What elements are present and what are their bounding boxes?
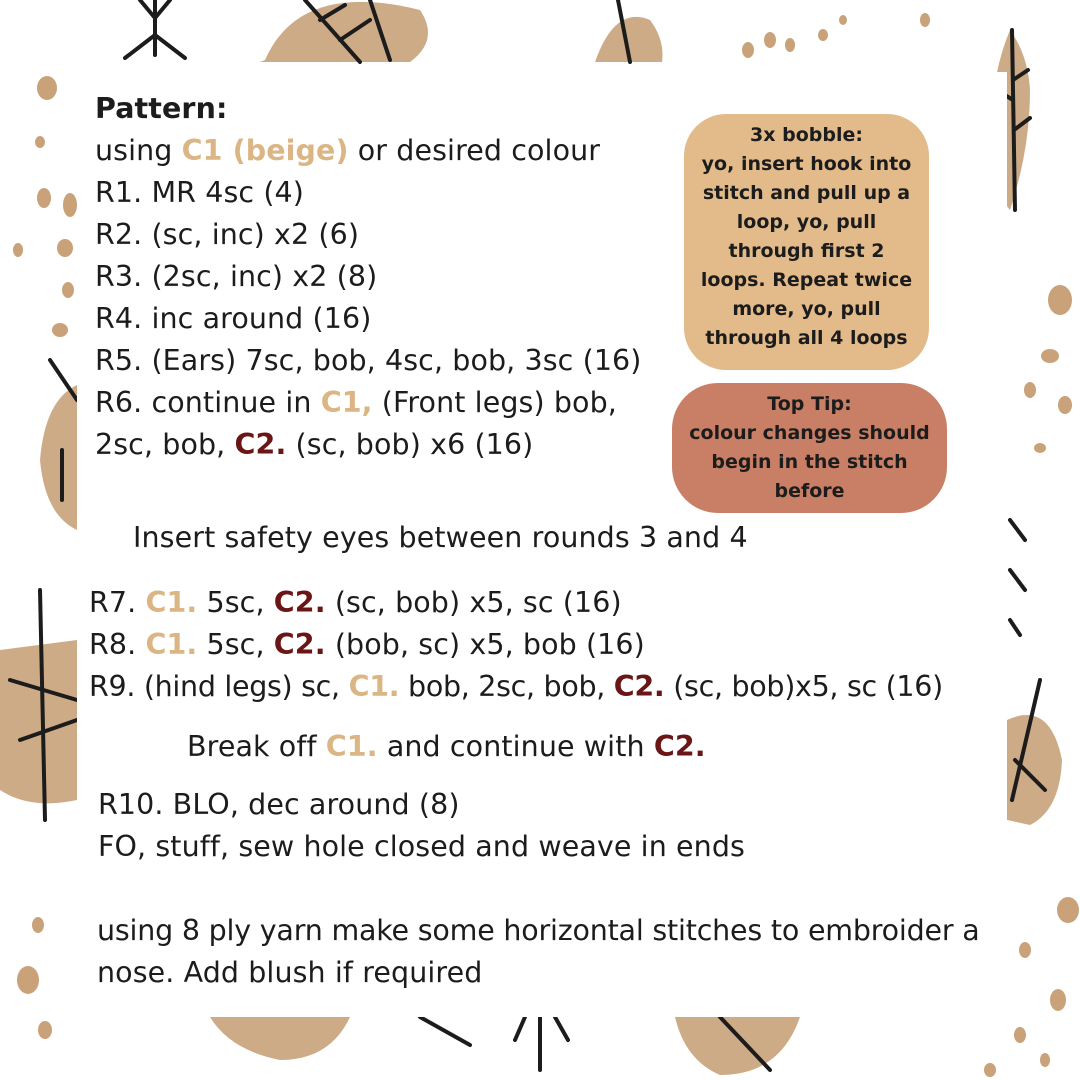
round-8-text: (bob, sc) x5, bob (16) [325, 628, 645, 661]
colour-c1-label: C1. [145, 586, 198, 619]
colour-c1-label: C1. [145, 628, 198, 661]
dot-icon [1048, 285, 1072, 315]
round-6-line-2 [95, 428, 533, 462]
colour-c1-label: C1 (beige) [181, 134, 349, 167]
dot-icon [35, 136, 45, 148]
leaf-right-low-icon [1007, 715, 1062, 825]
dot-icon [984, 1063, 996, 1077]
dot-icon [742, 42, 754, 58]
dot-icon [839, 15, 847, 25]
top-tip-box [672, 383, 947, 513]
round-1: R1. MR 4sc (4) [95, 176, 304, 209]
round-5: R5. (Ears) 7sc, bob, 4sc, bob, 3sc (16) [95, 344, 642, 377]
dot-icon [1050, 989, 1066, 1011]
intro-prefix: using [95, 134, 182, 167]
dot-icon [37, 188, 51, 208]
nose-line-2: nose. Add blush if required [97, 956, 483, 989]
colour-c2-label: C2. [613, 670, 665, 703]
bobble-line: more, yo, pull [732, 298, 881, 320]
ticks-right-icon [1010, 520, 1025, 635]
round-10: R10. BLO, dec around (8) [98, 788, 460, 821]
leaf-bottom-left-icon [210, 1017, 350, 1060]
colour-c2-label: C2. [234, 428, 287, 461]
leaf-top-center-icon [260, 2, 428, 62]
break-off-text: and continue with [377, 730, 654, 763]
break-off-text: Break off [187, 730, 326, 763]
round-8-text: 5sc, [197, 628, 274, 661]
leaf-left-mid-icon [40, 385, 77, 530]
dot-icon [1014, 1027, 1026, 1043]
round-6-text: R6. continue in [95, 386, 321, 419]
dot-icon [17, 966, 39, 994]
safety-eyes-note: Insert safety eyes between rounds 3 and 4 [133, 521, 748, 554]
bobble-line: yo, insert hook into [701, 153, 912, 175]
round-6-text: (sc, bob) x6 (16) [286, 428, 534, 461]
dot-icon [32, 917, 44, 933]
bobble-line: loops. Repeat twice [700, 269, 913, 291]
bobble-line: stitch and pull up a [702, 182, 911, 204]
tip-line: begin in the stitch [711, 451, 908, 473]
round-7-text: R7. [89, 586, 146, 619]
dot-icon [57, 239, 73, 257]
colour-c2-label: C2. [653, 730, 706, 763]
leaf-left-low-icon [0, 640, 77, 803]
round-4: R4. inc around (16) [95, 302, 372, 335]
round-8 [89, 628, 645, 662]
dot-icon [37, 76, 57, 100]
dot-icon [818, 29, 828, 41]
round-2: R2. (sc, inc) x2 (6) [95, 218, 360, 251]
bobble-line: through first 2 [728, 240, 885, 262]
dot-icon [1057, 897, 1079, 923]
round-9-text: bob, 2sc, bob, [399, 670, 614, 703]
colour-c1-label: C1, [320, 386, 373, 419]
colour-c1-label: C1. [348, 670, 400, 703]
round-7 [89, 586, 622, 620]
twig-top-left-icon [125, 0, 185, 58]
round-9-text: R9. (hind legs) sc, [89, 670, 349, 703]
dot-icon [1024, 382, 1036, 398]
dot-icon [764, 32, 776, 48]
finish-off-line: FO, stuff, sew hole closed and weave in ends [98, 830, 745, 863]
twig-bottom-left-icon [420, 1017, 470, 1045]
tip-title: Top Tip: [767, 393, 852, 415]
intro-suffix: or desired colour [348, 134, 601, 167]
round-7-text: (sc, bob) x5, sc (16) [325, 586, 622, 619]
dot-icon [920, 13, 930, 27]
colour-c1-label: C1. [325, 730, 378, 763]
intro-line [95, 134, 600, 168]
dot-icon [13, 243, 23, 257]
dot-icon [1040, 1053, 1050, 1067]
dot-icon [1041, 349, 1059, 363]
round-9-text: (sc, bob)x5, sc (16) [664, 670, 943, 703]
bobble-line: loop, yo, pull [736, 211, 877, 233]
dot-icon [63, 193, 77, 217]
dot-icon [1019, 942, 1031, 958]
pattern-heading: Pattern: [95, 92, 228, 125]
tip-line: before [774, 480, 845, 502]
twig-bottom-center-icon [515, 1017, 568, 1070]
dot-icon [1034, 443, 1046, 453]
dot-icon [785, 38, 795, 52]
dot-icon [52, 323, 68, 337]
round-6-line-1 [95, 386, 617, 420]
colour-c2-label: C2. [273, 586, 326, 619]
bobble-line: through all 4 loops [705, 327, 908, 349]
colour-c2-label: C2. [273, 628, 326, 661]
dot-icon [1058, 396, 1072, 414]
nose-line-1: using 8 ply yarn make some horizontal stitches to embroider a [97, 914, 980, 947]
round-7-text: 5sc, [197, 586, 274, 619]
round-8-text: R8. [89, 628, 146, 661]
round-6-text: (Front legs) bob, [372, 386, 617, 419]
round-9 [89, 670, 943, 704]
dot-icon [38, 1021, 52, 1039]
dot-icon [62, 282, 74, 298]
bobble-instructions-box [684, 114, 929, 370]
round-3: R3. (2sc, inc) x2 (8) [95, 260, 378, 293]
bobble-title: 3x bobble: [750, 124, 863, 146]
break-off-note [187, 730, 706, 764]
round-6-text: 2sc, bob, [95, 428, 235, 461]
tip-line: colour changes should [689, 422, 930, 444]
leaf-bottom-right-icon [675, 1017, 800, 1075]
